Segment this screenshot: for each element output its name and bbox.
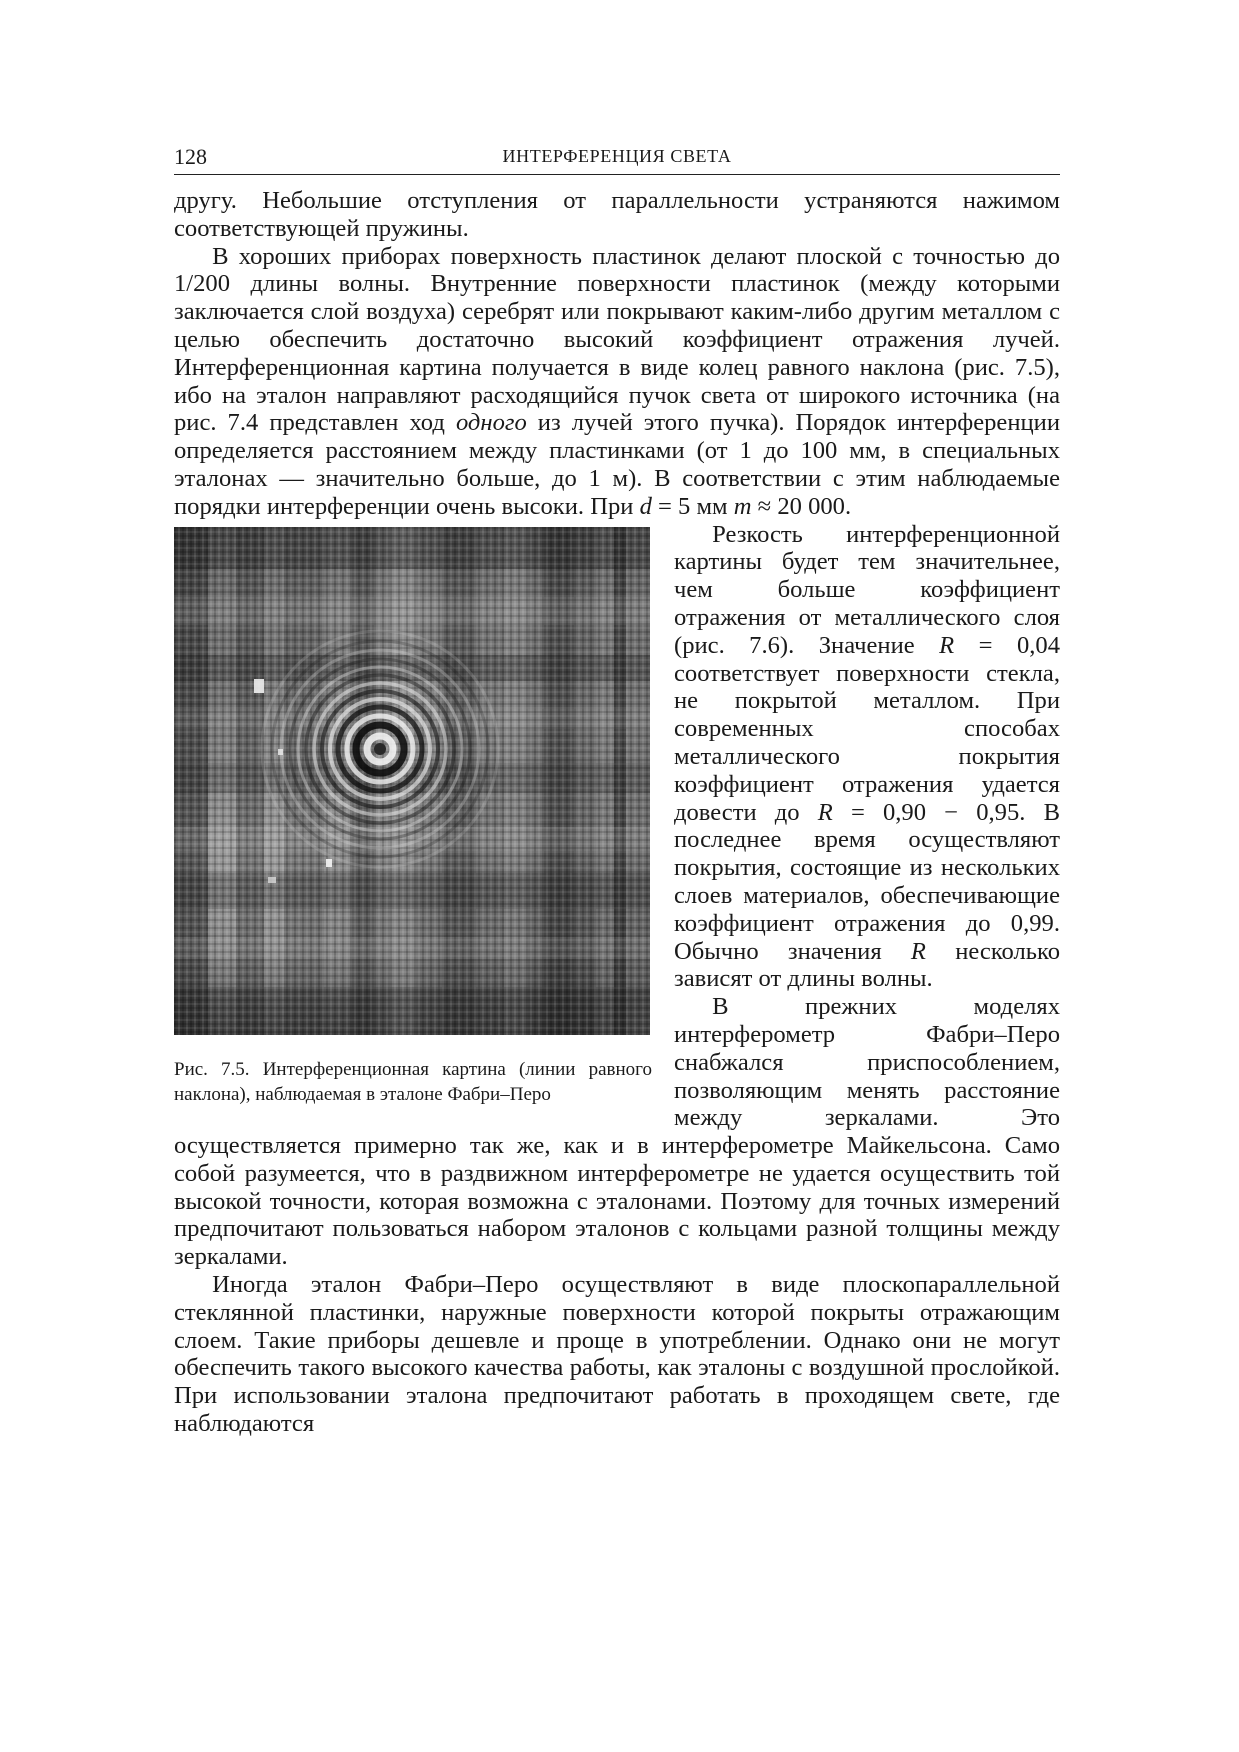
paragraph-3-part-c: = 0,90 − 0,95. В последнее время осуществляют покрытия, состоящие из нескольких слоев материалов, обеспечивающие коэффициент отражения до 0,99. Обычно значения	[674, 798, 1060, 965]
body-text	[174, 187, 1060, 1438]
paragraph-2-part-a: В хороших приборах поверхность пластинок делают плоской с точностью до 1/200 длины волны. Внутренние поверхности пластинок (между которыми заключается слой воздуха) серебрят или покрывают каким-либо другим металлом с целью обеспечить достаточно высокий коэффициент отражения лучей. Интерференционная картина получается в виде колец равного наклона (рис. 7.5), ибо на эталон направляют расходящийся пучок света от широкого источника (на рис. 7.4 представлен ход	[174, 242, 1060, 437]
paragraph-4: В прежних моделях интерферометр Фабри–Перо снабжался приспособлением, позволяющим менять расстояние между зеркалами. Это осуществляется примерно так же, как и в интерферометре Майкельсона. Само собой разумеется, что в раздвижном интерферометре не удается осуществить той высокой точности, которая возможна с эталонами. Поэтому для точных измерений предпочитают пользоваться набором эталонов с кольцами разной толщины между зеркалами.	[174, 993, 1060, 1271]
math-m: m	[733, 492, 752, 520]
paragraph-3-part-a: Резкость интерференционной картины будет тем значительнее, чем больше коэффициент отражения от металлического слоя (рис. 7.6). Значение	[674, 520, 1060, 659]
page-number: 128	[174, 144, 207, 169]
emphasis-odnogo: одного	[455, 409, 527, 437]
paragraph-2-part-b: из лучей этого пучка). Порядок интерференции определяется расстоянием между пластинками (от 1 до 100 мм, в специальных эталонах — значительно больше, до 1 м). В соответствии с этим наблюдаемые порядки интерференции очень высоки. При	[174, 409, 1060, 520]
figure-7-5	[174, 527, 652, 1107]
figure-caption: Рис. 7.5. Интерференционная картина (линии равного наклона), наблюдаемая в эталоне Фабри–Перо	[174, 1058, 652, 1105]
book-page	[174, 140, 1060, 1700]
paragraph-2-part-c: = 5 мм	[651, 492, 734, 520]
math-d: d	[639, 492, 652, 520]
math-R-2: R	[817, 798, 833, 826]
running-head	[174, 140, 1060, 175]
math-R-3: R	[910, 937, 926, 965]
paragraph-1: другу. Небольшие отступления от параллельности устраняются нажимом соответствующей пружины.	[174, 187, 1060, 242]
interference-rings-image	[174, 527, 650, 1035]
paragraph-3-part-d: несколько зависят от длины волны.	[674, 937, 1060, 993]
paragraph-2	[174, 243, 1060, 521]
paragraph-5: Иногда эталон Фабри–Перо осуществляют в виде плоскопараллельной стеклянной пластинки, наружные поверхности которой покрыты отражающим слоем. Такие приборы дешевле и проще в употреблении. Однако они не могут обеспечить такого высокого качества работы, как эталоны с воздушной прослойкой. При использовании эталона предпочитают работать в проходящем свете, где наблюдаются	[174, 1271, 1060, 1438]
math-R-1: R	[939, 631, 955, 659]
paragraph-3-part-b: = 0,04 соответствует поверхности стекла, не покрытой металлом. При современных способах металлического покрытия коэффициент отражения удается довести до	[674, 631, 1060, 826]
running-title: ИНТЕРФЕРЕНЦИЯ СВЕТА	[502, 146, 732, 166]
paragraph-2-part-e: ≈ 20 000.	[751, 492, 852, 520]
